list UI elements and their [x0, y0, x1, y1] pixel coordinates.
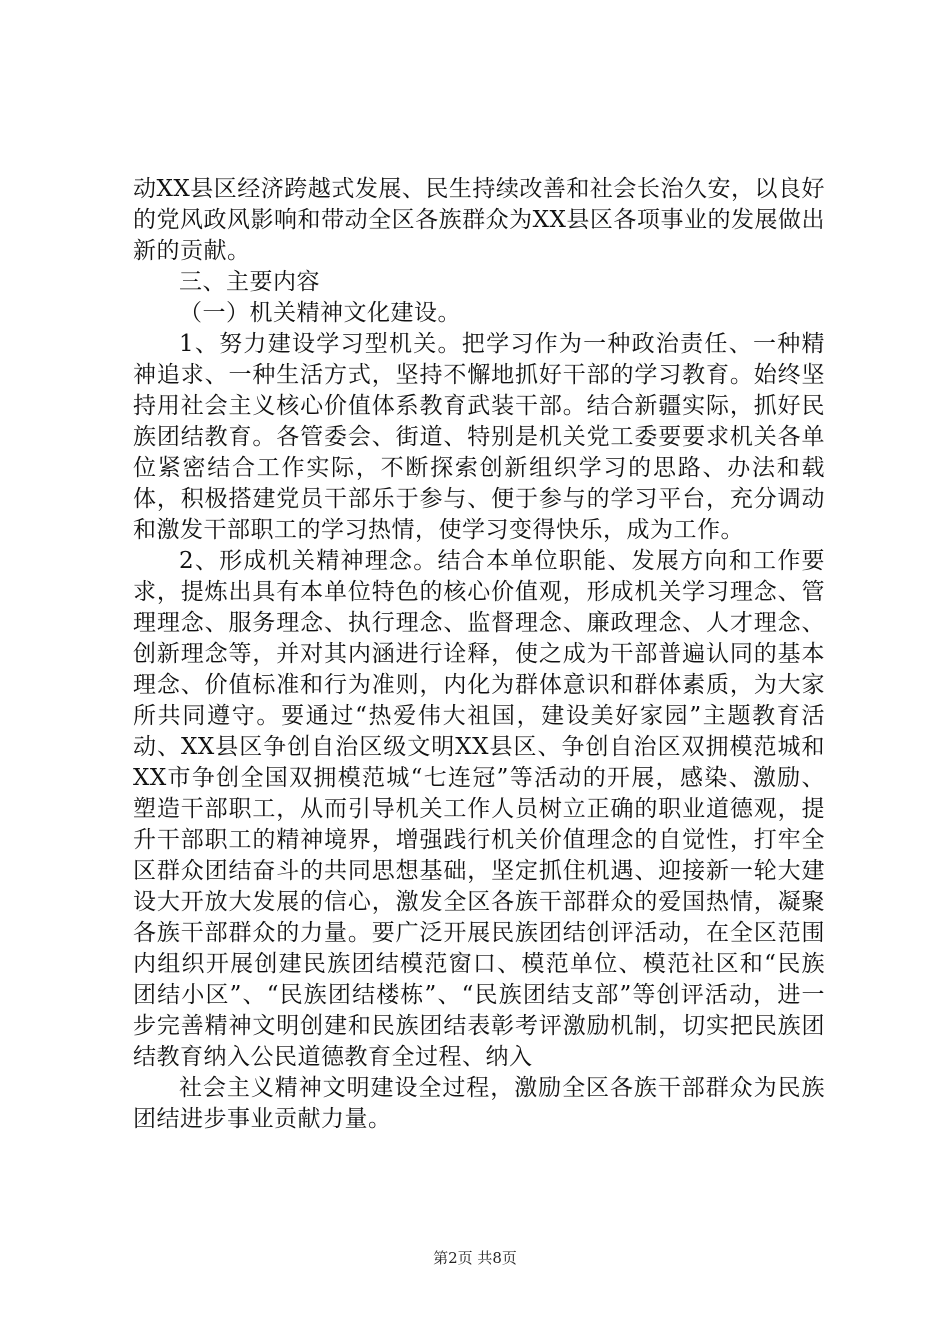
paragraph-learning-organization: 1、努力建设学习型机关。把学习作为一种政治责任、一种精神追求、一种生活方式，坚持不懈地抓好干部的学习教育。始终坚持用社会主义核心价值体系教育武装干部。结合新疆实际，抓好民族团结教育。各管委会、街道、特别是机关党工委要要求机关各单位紧密结合工作实际，不断探索创新组织学习的思路、办法和载体，积极搭建党员干部乐于参与、便于参与的学习平台，充分调动和激发干部职工的学习热情，使学习变得快乐，成为工作。	[133, 331, 825, 543]
subsection-heading: （一）机关精神文化建设。	[179, 300, 461, 326]
page-number-footer: 第2页 共8页	[433, 1249, 517, 1267]
section-heading-main-content: 三、主要内容	[179, 269, 320, 295]
document-body	[133, 174, 825, 1135]
paragraph-spirit-concept: 2、形成机关精神理念。结合本单位职能、发展方向和工作要求，提炼出具有本单位特色的核心价值观，形成机关学习理念、管理理念、服务理念、执行理念、监督理念、廉政理念、人才理念、创新理念等，并对其内涵进行诠释，使之成为干部普遍认同的基本理念、价值标准和行为准则，内化为群体意识和群体素质，为大家所共同遵守。要通过“热爱伟大祖国，建设美好家园”主题教育活动、XX县区争创自治区级文明XX县区、争创自治区双拥模范城和XX市争创全国双拥模范城“七连冠”等活动的开展，感染、激励、塑造干部职工，从而引导机关工作人员树立正确的职业道德观，提升干部职工的精神境界，增强践行机关价值理念的自觉性，打牢全区群众团结奋斗的共同思想基础，坚定抓住机遇、迎接新一轮大建设大开放大发展的信心，激发全区各族干部群众的爱国热情，凝聚各族干部群众的力量。要广泛开展民族团结创评活动，在全区范围内组织开展创建民族团结模范窗口、模范单位、模范社区和“民族团结小区”、“民族团结楼栋”、“民族团结支部”等创评活动，进一步完善精神文明创建和民族团结表彰考评激励机制，切实把民族团结教育纳入公民道德教育全过程、纳入	[133, 548, 825, 1070]
paragraph-closing: 社会主义精神文明建设全过程，激励全区各族干部群众为民族团结进步事业贡献力量。	[133, 1075, 825, 1132]
paragraph-continuation: 动XX县区经济跨越式发展、民生持续改善和社会长治久安，以良好的党风政风影响和带动全区各族群众为XX县区各项事业的发展做出新的贡献。	[133, 176, 825, 264]
